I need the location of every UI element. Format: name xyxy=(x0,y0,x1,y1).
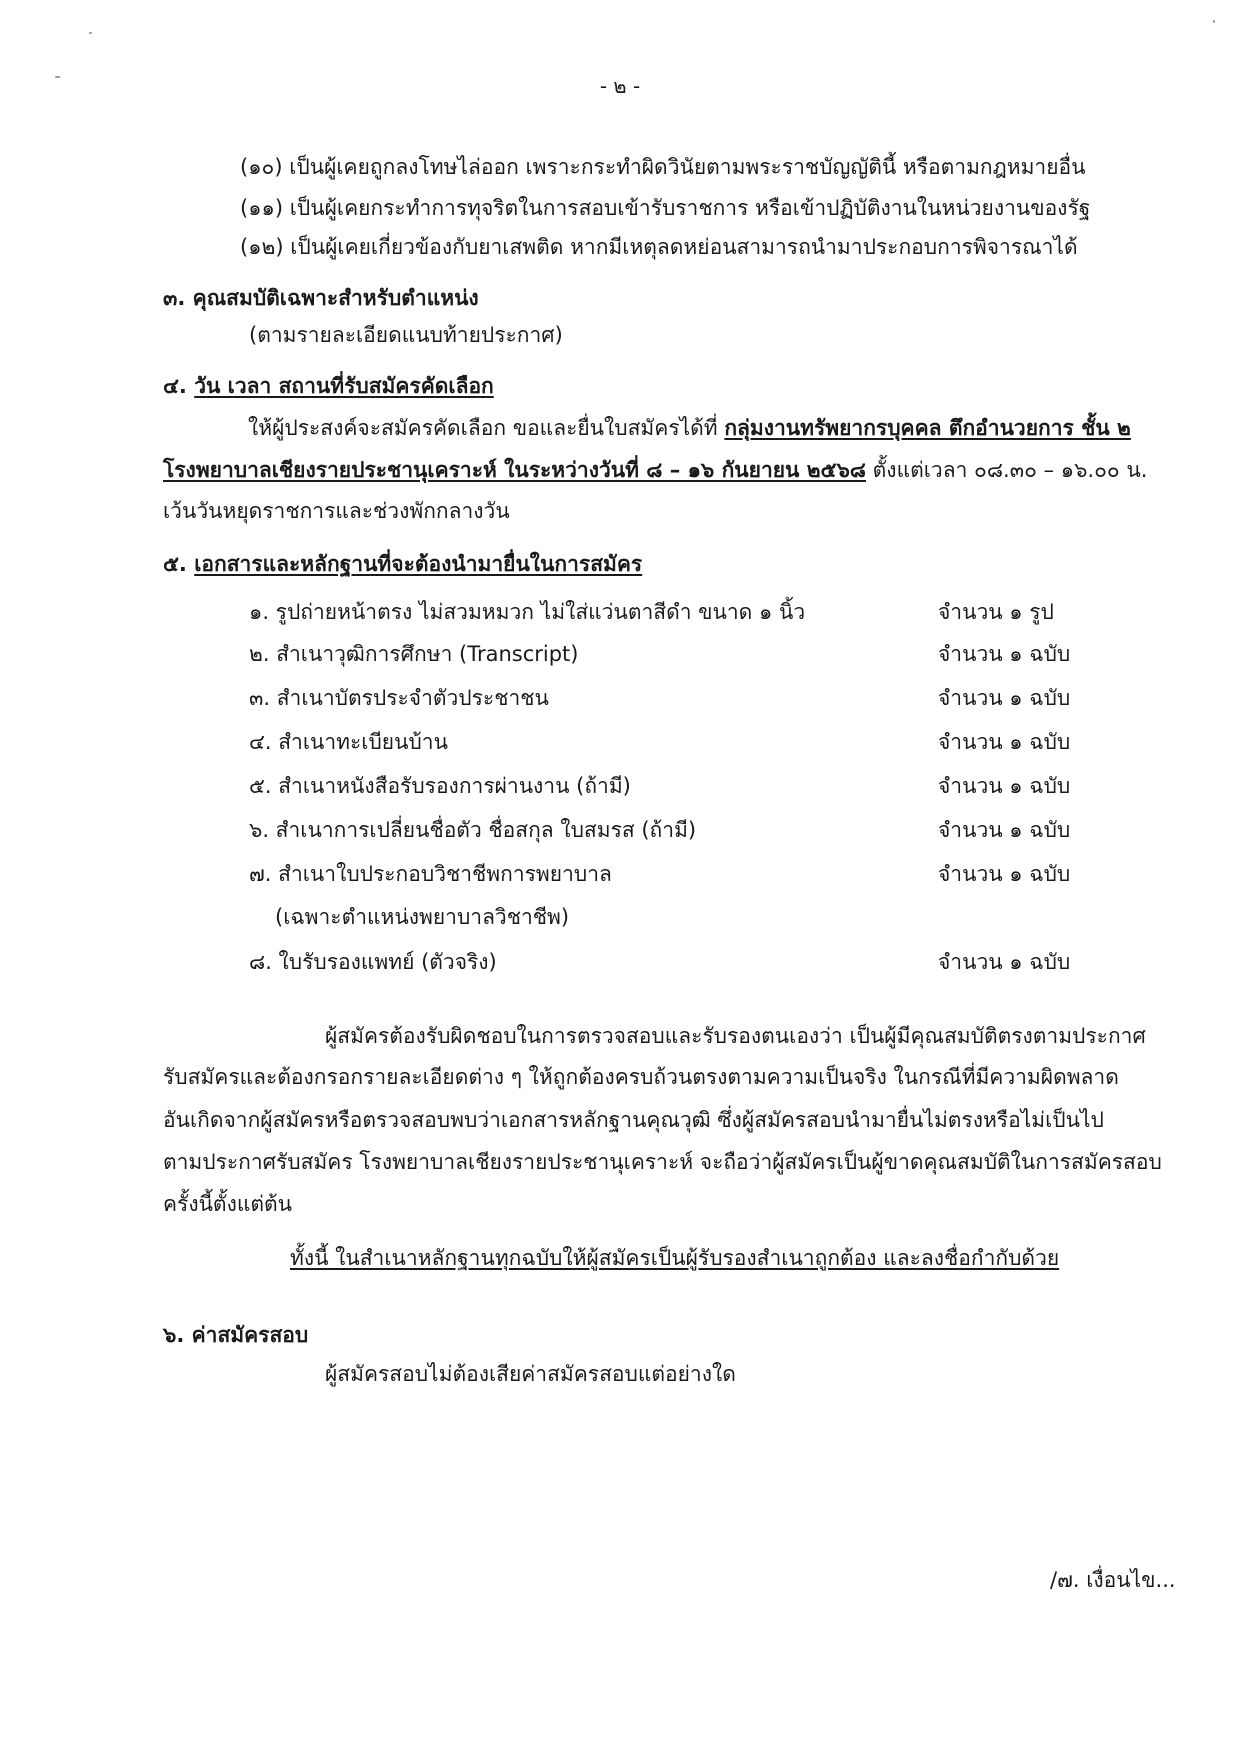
section-4-hospital-dates: โรงพยาบาลเชียงรายประชานุเคราะห์ ในระหว่างวันที่ ๘ – ๑๖ กันยายน ๒๕๖๘ xyxy=(163,458,866,482)
section-5-heading xyxy=(163,549,642,579)
document-item-quantity: จำนวน ๑ ฉบับ xyxy=(938,818,1071,842)
section-4-heading xyxy=(163,371,494,401)
section-4-line-2 xyxy=(163,455,1147,485)
document-item-quantity: จำนวน ๑ ฉบับ xyxy=(938,862,1071,886)
section-4-line-1 xyxy=(248,413,1131,443)
document-item-quantity: จำนวน ๑ ฉบับ xyxy=(938,686,1071,710)
section-3-heading: ๓. คุณสมบัติเฉพาะสำหรับตำแหน่ง xyxy=(163,286,479,310)
document-item xyxy=(0,683,1240,713)
document-item xyxy=(0,771,1240,801)
section-4-title: วัน เวลา สถานที่รับสมัครคัดเลือก xyxy=(194,374,494,398)
section-5-number: ๕. xyxy=(163,552,187,576)
disclaimer-line: รับสมัครและต้องกรอกรายละเอียดต่าง ๆ ให้ถูกต้องครบถ้วนตรงตามความเป็นจริง ในกรณีที่มีความผิดพลาด xyxy=(163,1065,1119,1089)
section-3-body: (ตามรายละเอียดแนบท้ายประกาศ) xyxy=(249,323,563,347)
document-item-quantity: จำนวน ๑ รูป xyxy=(938,600,1054,624)
section-6-body: ผู้สมัครสอบไม่ต้องเสียค่าสมัครสอบแต่อย่างใด xyxy=(325,1362,736,1386)
document-item-label: ๕. สำเนาหนังสือรับรองการผ่านงาน (ถ้ามี) xyxy=(249,774,631,798)
section-4-number: ๔. xyxy=(163,374,187,398)
document-item xyxy=(0,815,1240,845)
section-4-line-1-prefix: ให้ผู้ประสงค์จะสมัครคัดเลือก ขอและยื่นใบสมัครได้ที่ xyxy=(248,416,718,440)
certify-note: ทั้งนี้ ในสำเนาหลักฐานทุกฉบับให้ผู้สมัครเป็นผู้รับรองสำเนาถูกต้อง และลงชื่อกำกับด้วย xyxy=(290,1246,1060,1270)
disclaimer-line: ตามประกาศรับสมัคร โรงพยาบาลเชียงรายประชานุเคราะห์ จะถือว่าผู้สมัครเป็นผู้ขาดคุณสมบัติในการสมัครสอบ xyxy=(163,1150,1162,1174)
document-item-label: ๒. สำเนาวุฒิการศึกษา (Transcript) xyxy=(249,642,579,666)
document-item-label: ๑. รูปถ่ายหน้าตรง ไม่สวมหมวก ไม่ใส่แว่นตาสีดำ ขนาด ๑ นิ้ว xyxy=(249,600,806,624)
document-item-label: ๓. สำเนาบัตรประจำตัวประชาชน xyxy=(249,686,549,710)
document-item-label: ๖. สำเนาการเปลี่ยนชื่อตัว ชื่อสกุล ใบสมรส (ถ้ามี) xyxy=(249,818,697,842)
document-item-note xyxy=(0,902,1240,932)
disclaimer-line: อันเกิดจากผู้สมัครหรือตรวจสอบพบว่าเอกสารหลักฐานคุณวุฒิ ซึ่งผู้สมัครสอบนำมายื่นไม่ตรงหรือไม่เป็นไป xyxy=(163,1108,1104,1132)
section-4-hours: ตั้งแต่เวลา ๐๘.๓๐ – ๑๖.๐๐ น. xyxy=(872,458,1148,482)
section-6-heading: ๖. ค่าสมัครสอบ xyxy=(163,1323,309,1347)
document-item-label: ๗. สำเนาใบประกอบวิชาชีพการพยาบาล xyxy=(249,862,612,886)
document-item-quantity: จำนวน ๑ ฉบับ xyxy=(938,642,1071,666)
section-4-place: กลุ่มงานทรัพยากรบุคคล ตึกอำนวยการ ชั้น ๒ xyxy=(724,416,1131,440)
scan-speck xyxy=(1213,20,1215,23)
section-4-line-3: เว้นวันหยุดราชการและช่วงพักกลางวัน xyxy=(163,499,510,523)
page-number: - ๒ - xyxy=(599,74,641,98)
document-item-quantity: จำนวน ๑ ฉบับ xyxy=(938,774,1071,798)
document-item-label: ๘. ใบรับรองแพทย์ (ตัวจริง) xyxy=(249,950,497,974)
document-item xyxy=(0,597,1240,627)
document-item xyxy=(0,947,1240,977)
document-item xyxy=(0,859,1240,889)
disqualification-12: (๑๒) เป็นผู้เคยเกี่ยวข้องกับยาเสพติด หากมีเหตุลดหย่อนสามารถนำมาประกอบการพิจารณาได้ xyxy=(240,235,1078,259)
section-5-title: เอกสารและหลักฐานที่จะต้องนำมายื่นในการสมัคร xyxy=(194,552,643,576)
document-item-quantity: จำนวน ๑ ฉบับ xyxy=(938,730,1071,754)
disclaimer-line: ครั้งนี้ตั้งแต่ต้น xyxy=(163,1192,292,1216)
document-item xyxy=(0,727,1240,757)
disqualification-10: (๑๐) เป็นผู้เคยถูกลงโทษไล่ออก เพราะกระทำผิดวินัยตามพระราชบัญญัตินี้ หรือตามกฎหมายอื่น xyxy=(240,155,1086,179)
document-item-label: (เฉพาะตำแหน่งพยาบาลวิชาชีพ) xyxy=(275,905,570,929)
disqualification-11: (๑๑) เป็นผู้เคยกระทำการทุจริตในการสอบเข้ารับราชการ หรือเข้าปฏิบัติงานในหน่วยงานของรัฐ xyxy=(240,196,1091,220)
document-item xyxy=(0,639,1240,669)
continuation-note: /๗. เงื่อนไข... xyxy=(1050,1568,1176,1592)
disclaimer-line: ผู้สมัครต้องรับผิดชอบในการตรวจสอบและรับรองตนเองว่า เป็นผู้มีคุณสมบัติตรงตามประกาศ xyxy=(325,1024,1146,1048)
scan-speck xyxy=(89,32,92,34)
document-item-label: ๔. สำเนาทะเบียนบ้าน xyxy=(249,730,448,754)
document-item-quantity: จำนวน ๑ ฉบับ xyxy=(938,950,1071,974)
